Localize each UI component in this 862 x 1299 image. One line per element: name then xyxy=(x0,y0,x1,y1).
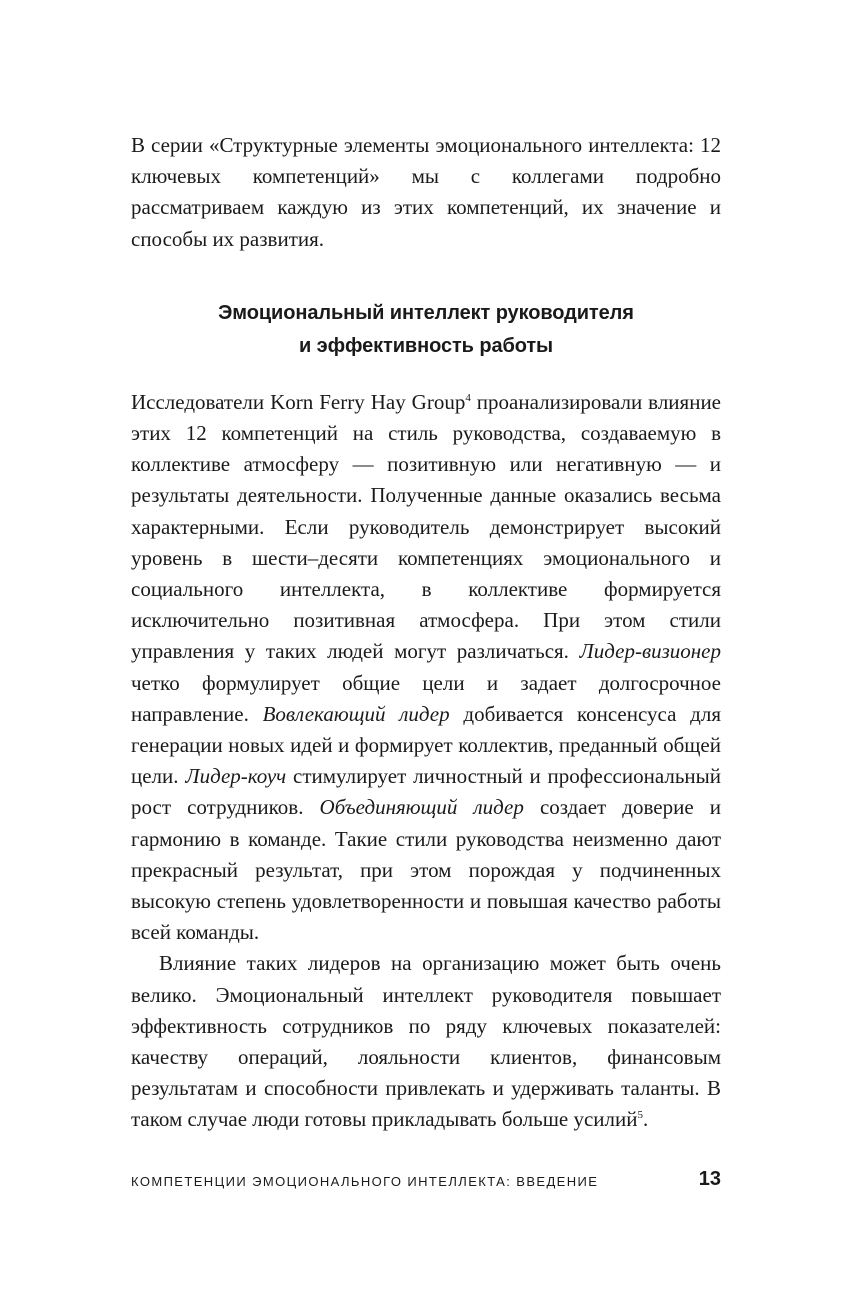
body-paragraph-1 xyxy=(131,387,721,949)
paragraph-text: . xyxy=(642,1107,649,1132)
section-heading xyxy=(131,297,721,363)
leader-style-visionary: Лидер-визионер xyxy=(579,639,721,664)
leader-style-uniting: Объединяющий лидер xyxy=(319,795,524,820)
page-body xyxy=(131,130,721,1136)
paragraph-text: создает доверие и гармонию в команде. Такие стили руководства неизменно дают прекрасный результат, при этом порождая у подчиненных высокую степень удовлетворенности и повышая качество работы всей команды. xyxy=(131,795,721,945)
page-number: 13 xyxy=(698,1168,721,1190)
footnote-ref-4[interactable]: 4 xyxy=(465,391,471,404)
section-heading-line-1: Эмоциональный интеллект руководителя xyxy=(218,301,634,324)
footnote-ref-5[interactable]: 5 xyxy=(637,1109,643,1122)
paragraph-text: Влияние таких лидеров на организацию может быть очень велико. Эмоциональный интеллект руководителя повышает эффективность сотрудников по ряду ключевых показателей: качеству операций, лояльности клиентов, финансовым результатам и способности привлекать и удерживать таланты. В таком случае люди готовы прикладывать больше усилий xyxy=(131,951,721,1132)
intro-paragraph: В серии «Структурные элементы эмоционального интеллекта: 12 ключевых компетенций» мы с коллегами подробно рассматриваем каждую из этих компетенций, их значение и способы их развития. xyxy=(131,133,721,251)
paragraph-text: четко формулирует общие цели и задает долгосрочное направление. xyxy=(131,670,721,726)
paragraph-text: добивается консенсуса для генерации новых идей и формирует коллектив, преданный общей цели. xyxy=(131,701,721,789)
body-paragraph-2 xyxy=(131,948,721,1135)
paragraph-text: стимулирует личностный и профессиональный рост сотрудников. xyxy=(131,764,721,820)
paragraph-text: Исследователи Korn Ferry Hay Group xyxy=(131,389,466,414)
running-head: КОМПЕТЕНЦИИ ЭМОЦИОНАЛЬНОГО ИНТЕЛЛЕКТА: ВВЕДЕНИЕ xyxy=(131,1174,599,1189)
paragraph-text: проанализировали влияние этих 12 компетенций на стиль руководства, создаваемую в коллективе атмосферу — позитивную или негативную — и результаты деятельности. Полученные данные оказались весьма характерными. Если руководитель демонстрирует высокий уровень в шести–десяти компетенциях эмоционального и социального интеллекта, в коллективе формируется исключительно позитивная атмосфера. При этом стили управления у таких людей могут различаться. xyxy=(131,389,721,664)
section-heading-line-2: и эффективность работы xyxy=(298,334,554,357)
leader-style-coach: Лидер-коуч xyxy=(185,764,287,789)
leader-style-engaging: Вовлекающий лидер xyxy=(262,701,450,726)
